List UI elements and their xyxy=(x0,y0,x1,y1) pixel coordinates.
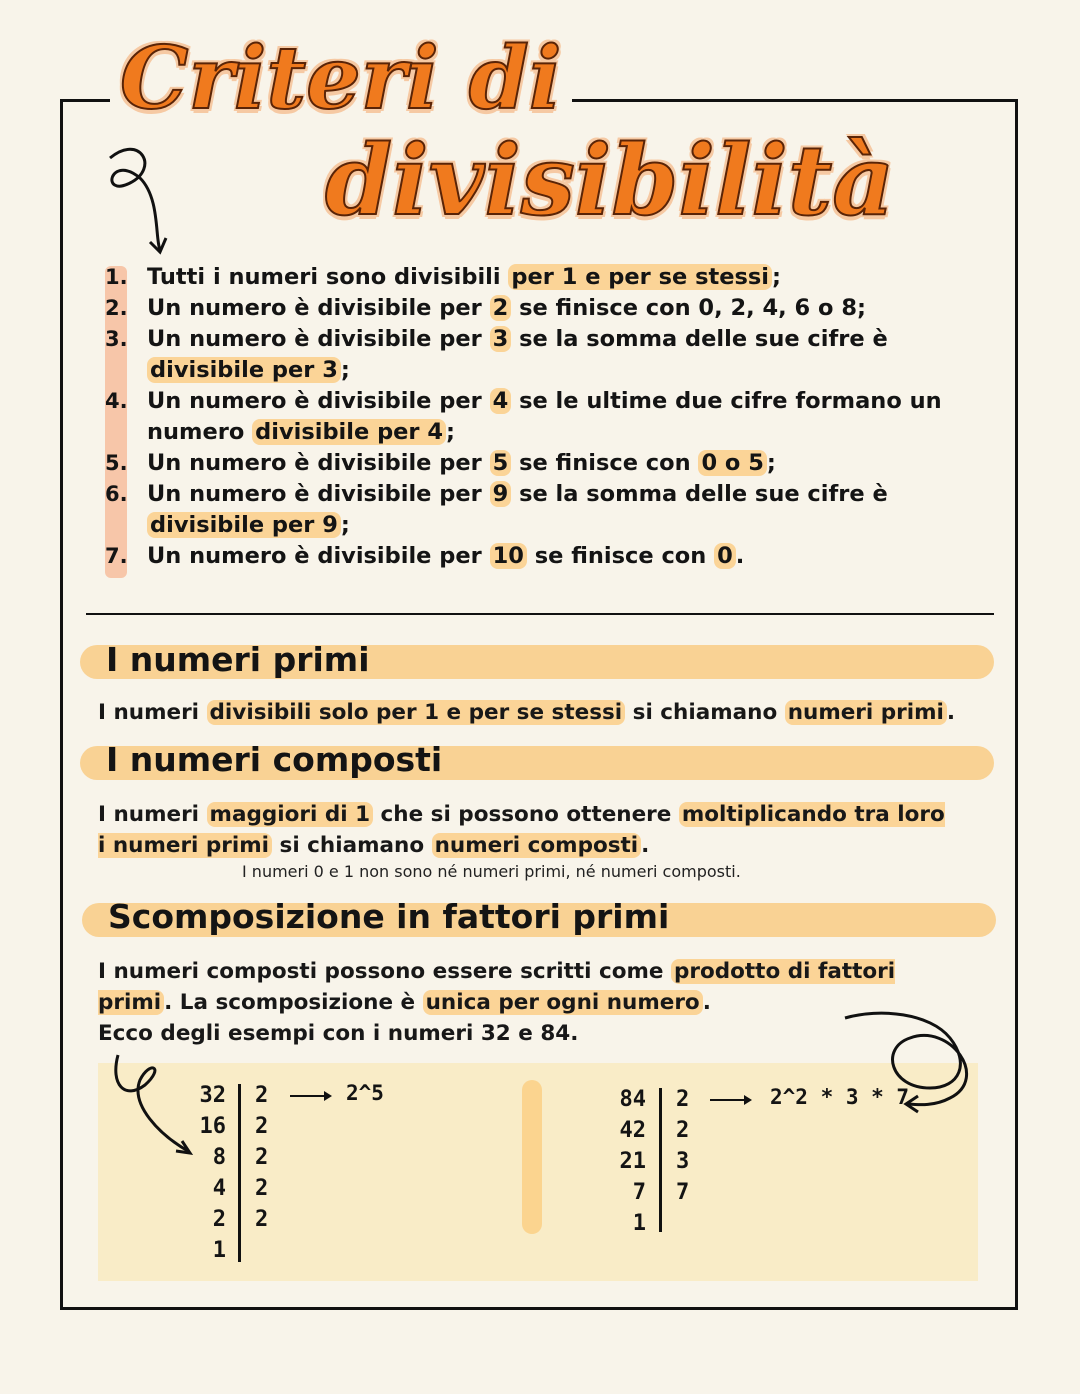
text-segment: Un numero è divisibile per xyxy=(147,388,490,414)
example-32-result: 2^5 xyxy=(346,1081,384,1105)
primes-heading: I numeri primi xyxy=(106,640,370,679)
highlighted-text: numeri composti xyxy=(432,833,642,858)
prime-factor: 2 xyxy=(255,1207,269,1232)
rule-item-4 xyxy=(105,386,985,448)
text-segment: se la somma delle sue cifre è xyxy=(511,326,888,352)
rule-text xyxy=(147,324,985,386)
text-segment: se la somma delle sue cifre è xyxy=(511,481,888,507)
rule-number: 2. xyxy=(105,296,128,320)
rule-item-5 xyxy=(105,448,985,479)
text-segment: Un numero è divisibile per xyxy=(147,295,490,321)
swirl-arrow-icon xyxy=(840,1018,980,1118)
highlighted-text: 3 xyxy=(490,326,512,352)
arrow-right-icon xyxy=(710,1092,760,1108)
prime-factor: 2 xyxy=(255,1145,269,1170)
text-segment: ; xyxy=(766,450,776,476)
highlighted-text: divisibile per 9 xyxy=(147,512,341,538)
quotient-value: 84 xyxy=(619,1087,646,1112)
prime-factor: 2 xyxy=(676,1118,690,1143)
text-segment: Un numero è divisibile per xyxy=(147,450,490,476)
text-segment: si chiamano xyxy=(625,700,785,725)
rule-text xyxy=(147,293,985,324)
quotient-value: 2 xyxy=(212,1207,226,1232)
highlighted-text: 2 xyxy=(490,295,512,321)
quotient-value: 8 xyxy=(212,1145,226,1170)
arrow-right-icon xyxy=(290,1088,340,1104)
highlighted-text: 0 o 5 xyxy=(698,450,766,476)
prime-factor: 2 xyxy=(255,1114,269,1139)
composites-note: I numeri 0 e 1 non sono né numeri primi, né numeri composti. xyxy=(242,862,741,881)
text-segment: se finisce con 0, 2, 4, 6 o 8; xyxy=(511,295,866,321)
title-block xyxy=(100,28,960,248)
text-segment: . xyxy=(702,990,711,1015)
example-32-factors xyxy=(255,1080,285,1235)
quotient-value: 7 xyxy=(632,1180,646,1205)
quotient-value: 42 xyxy=(619,1118,646,1143)
examples-separator xyxy=(522,1080,542,1234)
text-segment: . xyxy=(735,543,745,569)
prime-factor: 3 xyxy=(676,1149,690,1174)
rule-number: 4. xyxy=(105,389,128,413)
text-segment: . xyxy=(641,833,650,858)
text-segment: se le ultime due cifre formano un numero xyxy=(147,388,942,445)
rule-item-2 xyxy=(105,293,985,324)
rule-number: 1. xyxy=(105,265,128,289)
example-84-divider xyxy=(659,1088,662,1232)
prime-factor: 2 xyxy=(255,1176,269,1201)
rule-item-6 xyxy=(105,479,985,541)
text-segment: ; xyxy=(340,357,350,383)
text-segment: si chiamano xyxy=(272,833,432,858)
text-segment: . La scomposizione è xyxy=(164,990,423,1015)
text-segment: Un numero è divisibile per xyxy=(147,543,490,569)
example-32-divider xyxy=(238,1084,241,1262)
factorization-definition xyxy=(98,956,918,1018)
highlighted-text: 10 xyxy=(490,543,527,569)
highlighted-text: per 1 e per se stessi xyxy=(508,264,772,290)
rule-number: 3. xyxy=(105,327,128,351)
rule-text xyxy=(147,448,985,479)
text-segment: I numeri xyxy=(98,802,207,827)
title-line-2: divisibilità xyxy=(325,124,895,237)
example-84-result: 2^2 * 3 * 7 xyxy=(770,1085,910,1109)
text-segment: ; xyxy=(340,512,350,538)
highlighted-text: moltiplicando tra loro i numeri primi xyxy=(98,802,945,858)
highlighted-text: divisibile per 3 xyxy=(147,357,341,383)
highlighted-text: divisibile per 4 xyxy=(252,419,446,445)
highlighted-text: maggiori di 1 xyxy=(207,802,374,827)
rule-text xyxy=(147,262,985,293)
primes-definition xyxy=(98,697,988,728)
swirl-arrow-icon xyxy=(100,138,180,268)
text-segment: se finisce con xyxy=(526,543,715,569)
text-segment: se finisce con xyxy=(511,450,699,476)
rule-number: 7. xyxy=(105,544,128,568)
highlighted-text: 0 xyxy=(714,543,736,569)
rule-number: 5. xyxy=(105,451,128,475)
rule-text xyxy=(147,479,985,541)
quotient-value: 32 xyxy=(199,1083,226,1108)
composites-definition xyxy=(98,799,948,861)
rule-number: 6. xyxy=(105,482,128,506)
prime-factor: 2 xyxy=(676,1087,690,1112)
highlighted-text: divisibili solo per 1 e per se stessi xyxy=(207,700,626,725)
text-segment: che si possono ottenere xyxy=(373,802,679,827)
highlighted-text: unica per ogni numero xyxy=(423,990,703,1015)
swirl-arrow-icon xyxy=(110,1055,200,1165)
highlighted-text: 5 xyxy=(490,450,512,476)
text-segment: I numeri composti possono essere scritti come xyxy=(98,959,671,984)
text-segment: ; xyxy=(772,264,781,290)
prime-factor: 2 xyxy=(255,1083,269,1108)
highlighted-text: prodotto di fattori primi xyxy=(98,959,896,1015)
rule-text xyxy=(147,541,985,572)
rule-item-7 xyxy=(105,541,985,572)
rule-item-1 xyxy=(105,262,985,293)
quotient-value: 1 xyxy=(632,1211,646,1236)
prime-factor: 7 xyxy=(676,1180,690,1205)
text-segment: . xyxy=(946,700,956,725)
text-segment: Tutti i numeri sono divisibili xyxy=(147,264,509,290)
text-segment: ; xyxy=(446,419,456,445)
quotient-value: 16 xyxy=(199,1114,226,1139)
text-segment: Un numero è divisibile per xyxy=(147,326,490,352)
quotient-value: 21 xyxy=(619,1149,646,1174)
text-segment: Un numero è divisibile per xyxy=(147,481,490,507)
rule-text xyxy=(147,386,985,448)
quotient-value: 4 xyxy=(212,1176,226,1201)
example-84-numbers xyxy=(606,1084,646,1239)
factorization-heading: Scomposizione in fattori primi xyxy=(108,897,670,936)
factorization-intro: Ecco degli esempi con i numeri 32 e 84. xyxy=(98,1021,579,1046)
highlighted-text: numeri primi xyxy=(785,700,947,725)
quotient-value: 1 xyxy=(212,1238,226,1263)
rule-item-3 xyxy=(105,324,985,386)
divisibility-rules-list xyxy=(105,262,985,572)
text-segment: I numeri xyxy=(98,700,207,725)
composites-heading: I numeri composti xyxy=(106,740,443,779)
highlighted-text: 9 xyxy=(490,481,512,507)
section-divider xyxy=(86,613,994,615)
highlighted-text: 4 xyxy=(490,388,512,414)
example-84-factors xyxy=(676,1084,706,1208)
title-line-1: Criteri di xyxy=(110,36,572,122)
